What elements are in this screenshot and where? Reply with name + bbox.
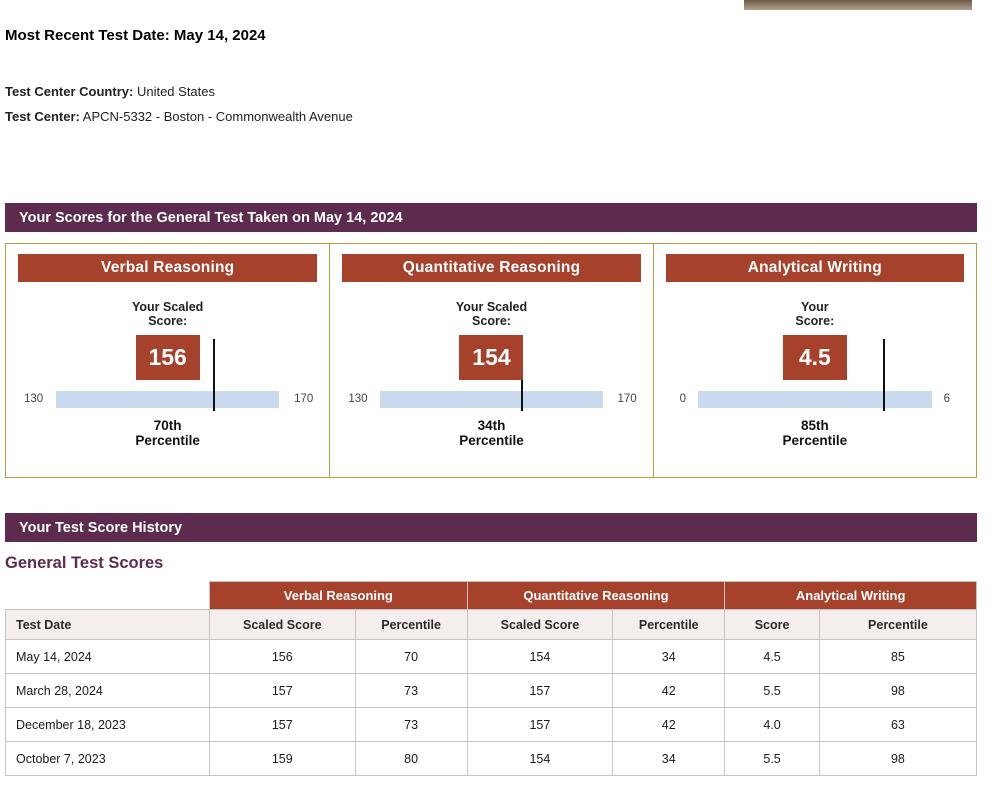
scaled-score-badge: 156	[136, 335, 200, 380]
percentile-word: Percentile	[782, 433, 848, 448]
cell-quant-percentile: 42	[613, 674, 725, 708]
score-scale	[342, 383, 640, 413]
table-row	[6, 640, 977, 674]
percentile-label	[342, 418, 640, 448]
cell-quant-scaled: 154	[467, 742, 613, 776]
col-test-date: Test Date	[6, 610, 210, 640]
table-sub-header-row	[6, 610, 977, 640]
scale-bar	[380, 391, 602, 408]
section-header-history: Your Test Score History	[5, 513, 977, 542]
col-verbal-percentile: Percentile	[355, 610, 467, 640]
scale-max-label: 170	[617, 393, 637, 405]
score-card-title: Analytical Writing	[666, 254, 964, 282]
col-verbal-scaled: Scaled Score	[210, 610, 356, 640]
percentile-word: Percentile	[459, 433, 524, 448]
score-marker	[883, 339, 885, 411]
cell-quant-scaled: 157	[467, 674, 613, 708]
percentile-label	[18, 418, 317, 448]
table-group-header-row	[6, 582, 977, 610]
cell-verbal-scaled: 156	[210, 640, 356, 674]
scaled-score-badge: 154	[459, 335, 523, 380]
score-marker	[213, 339, 215, 411]
test-center-label: Test Center:	[5, 109, 80, 124]
score-card-title: Quantitative Reasoning	[342, 254, 640, 282]
score-card-title: Verbal Reasoning	[18, 254, 317, 282]
percentile-value: 34th	[477, 418, 506, 433]
cell-test-date: May 14, 2024	[6, 640, 210, 674]
cell-quant-percentile: 34	[613, 640, 725, 674]
score-card-subtitle	[666, 300, 964, 328]
cell-verbal-scaled: 159	[210, 742, 356, 776]
percentile-word: Percentile	[135, 433, 200, 448]
cell-verbal-percentile: 73	[355, 708, 467, 742]
test-center	[5, 109, 353, 124]
cell-quant-scaled: 154	[467, 640, 613, 674]
cell-verbal-percentile: 73	[355, 674, 467, 708]
cell-test-date: December 18, 2023	[6, 708, 210, 742]
group-header-verbal: Verbal Reasoning	[210, 582, 468, 610]
cell-aw-score: 5.5	[725, 742, 820, 776]
group-header-blank	[6, 582, 210, 610]
scale-max-label: 6	[943, 393, 950, 405]
score-card-subtitle	[18, 300, 317, 328]
group-header-quantitative: Quantitative Reasoning	[467, 582, 725, 610]
score-card-subtitle-line2: Score:	[472, 314, 511, 328]
score-card-verbal	[6, 244, 329, 477]
cell-test-date: October 7, 2023	[6, 742, 210, 776]
group-header-analytical: Analytical Writing	[725, 582, 977, 610]
score-card-subtitle-line2: Score:	[795, 314, 835, 328]
scale-min-label: 130	[348, 393, 368, 405]
table-row	[6, 742, 977, 776]
scale-max-label: 170	[294, 393, 314, 405]
test-center-value: APCN-5332 - Boston - Commonwealth Avenue	[82, 109, 353, 124]
score-card-quantitative	[329, 244, 652, 477]
score-card-analytical	[653, 244, 976, 477]
scale-min-label: 130	[24, 393, 44, 405]
cell-quant-percentile: 42	[613, 708, 725, 742]
test-center-country	[5, 84, 215, 99]
page-title: Most Recent Test Date: May 14, 2024	[5, 27, 266, 44]
col-quant-scaled: Scaled Score	[467, 610, 613, 640]
table-row	[6, 708, 977, 742]
percentile-value: 85th	[800, 418, 829, 433]
cell-aw-percentile: 98	[819, 742, 976, 776]
scale-min-label: 0	[679, 393, 687, 405]
section-header-scores: Your Scores for the General Test Taken on May 14, 2024	[5, 203, 977, 232]
test-center-country-label: Test Center Country:	[5, 84, 134, 99]
cell-aw-percentile: 98	[819, 674, 976, 708]
score-card-subtitle-line2: Score:	[148, 314, 188, 328]
cell-quant-scaled: 157	[467, 708, 613, 742]
percentile-label	[666, 418, 964, 448]
cell-aw-score: 4.0	[725, 708, 820, 742]
cell-aw-score: 5.5	[725, 674, 820, 708]
cell-verbal-scaled: 157	[210, 674, 356, 708]
percentile-value: 70th	[153, 418, 182, 433]
score-history-table	[5, 581, 977, 776]
col-aw-score: Score	[725, 610, 820, 640]
scaled-score-badge: 4.5	[783, 335, 847, 380]
score-scale	[666, 383, 964, 413]
cell-test-date: March 28, 2024	[6, 674, 210, 708]
cell-aw-score: 4.5	[725, 640, 820, 674]
scale-bar	[698, 391, 932, 408]
cell-aw-percentile: 63	[819, 708, 976, 742]
score-card-subtitle-line1: Your Scaled	[455, 300, 528, 314]
cell-verbal-percentile: 70	[355, 640, 467, 674]
cell-verbal-scaled: 157	[210, 708, 356, 742]
score-card-subtitle-line1: Your Scaled	[132, 300, 204, 314]
cell-quant-percentile: 34	[613, 742, 725, 776]
cell-aw-percentile: 85	[819, 640, 976, 674]
scale-bar	[56, 391, 279, 408]
test-center-country-value: United States	[136, 84, 215, 99]
score-scale	[18, 383, 317, 413]
col-aw-percentile: Percentile	[819, 610, 976, 640]
cell-verbal-percentile: 80	[355, 742, 467, 776]
history-subtitle: General Test Scores	[5, 554, 164, 572]
score-card-subtitle-line1: Your	[801, 300, 829, 314]
table-row	[6, 674, 977, 708]
score-card-subtitle	[342, 300, 640, 328]
score-cards-panel	[5, 243, 977, 478]
header-photo	[744, 0, 972, 10]
col-quant-percentile: Percentile	[613, 610, 725, 640]
